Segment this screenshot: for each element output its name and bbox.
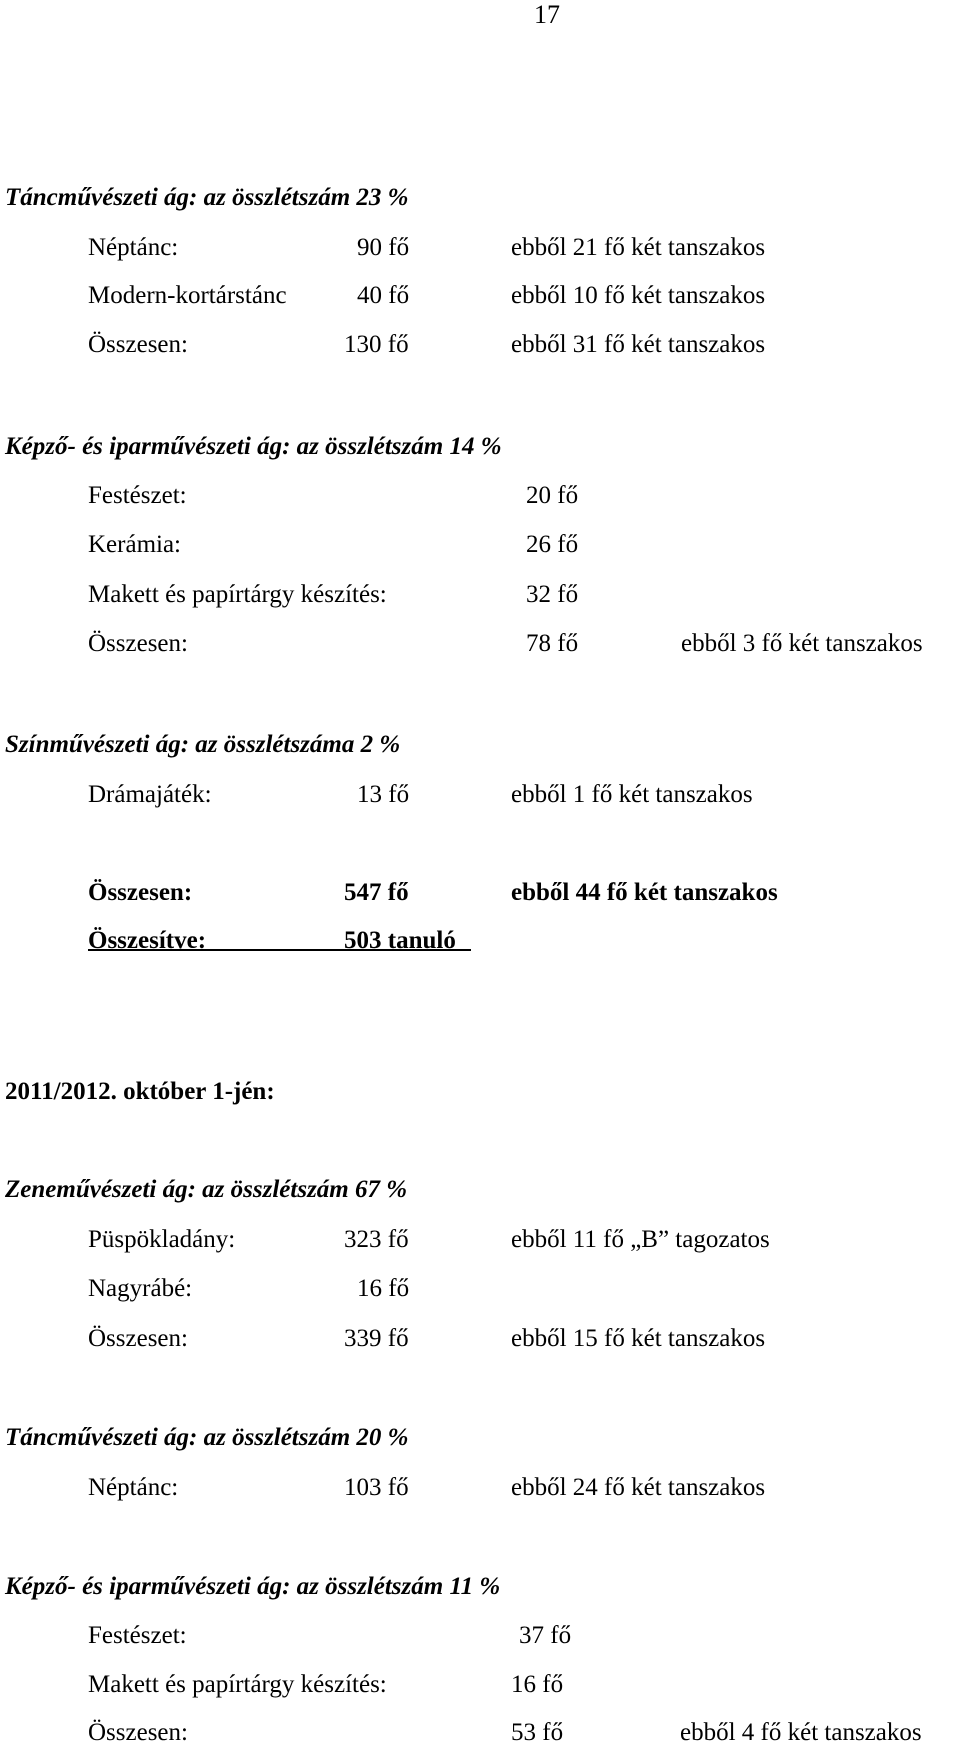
row-count: 20 fő: [526, 482, 579, 509]
row-count: 130 fő: [344, 331, 409, 358]
row-note: ebből 24 fő két tanszakos: [511, 1474, 766, 1501]
row-label: Drámajáték:: [88, 781, 212, 808]
row-label: Összesen:: [88, 331, 188, 358]
row-note: ebből 1 fő két tanszakos: [511, 781, 753, 808]
total-count: 547 fő: [344, 879, 409, 906]
row-label: Püspökladány:: [88, 1226, 236, 1253]
row-count: 26 fő: [526, 531, 579, 558]
row-label: Összesen:: [88, 630, 188, 657]
row-label: Kerámia:: [88, 531, 182, 558]
row-count: 90 fő: [357, 234, 410, 261]
page-number: 17: [534, 0, 560, 29]
section-heading-theatre: Színművészeti ág: az összlétszáma 2 %: [5, 731, 401, 758]
row-label: Összesen:: [88, 1719, 188, 1746]
row-note: ebből 21 fő két tanszakos: [511, 234, 766, 261]
row-note: ebből 15 fő két tanszakos: [511, 1325, 766, 1352]
row-count: 37 fő: [519, 1622, 572, 1649]
section-heading-dance-1: Táncművészeti ág: az összlétszám 23 %: [5, 184, 409, 211]
total-label: Összesen:: [88, 879, 193, 906]
row-count: 16 fő: [511, 1671, 564, 1698]
row-count: 16 fő: [357, 1275, 410, 1302]
row-note: ebből 3 fő két tanszakos: [681, 630, 923, 657]
row-count: 40 fő: [357, 282, 410, 309]
row-count: 13 fő: [357, 781, 410, 808]
row-label: Összesen:: [88, 1325, 188, 1352]
row-count: 339 fő: [344, 1325, 409, 1352]
period-heading: 2011/2012. október 1-jén:: [5, 1078, 275, 1105]
row-label: Néptánc:: [88, 234, 179, 261]
row-count: 323 fő: [344, 1226, 409, 1253]
section-heading-dance-2: Táncművészeti ág: az összlétszám 20 %: [5, 1424, 409, 1451]
row-label: Néptánc:: [88, 1474, 179, 1501]
row-note: ebből 4 fő két tanszakos: [680, 1719, 922, 1746]
row-note: ebből 31 fő két tanszakos: [511, 331, 766, 358]
row-count: 103 fő: [344, 1474, 409, 1501]
section-heading-fine-arts-1: Képző- és iparművészeti ág: az összlétszám 14 %: [5, 433, 502, 460]
summary-count: 503 tanuló: [344, 927, 456, 954]
section-heading-fine-arts-2: Képző- és iparművészeti ág: az összlétszám 11 %: [5, 1573, 501, 1600]
row-note: ebből 10 fő két tanszakos: [511, 282, 766, 309]
total-note: ebből 44 fő két tanszakos: [511, 879, 778, 906]
row-label: Festészet:: [88, 1622, 187, 1649]
summary-underline: [88, 949, 471, 951]
row-label: Makett és papírtárgy készítés:: [88, 581, 387, 608]
row-label: Festészet:: [88, 482, 187, 509]
row-note: ebből 11 fő „B” tagozatos: [511, 1226, 770, 1253]
section-heading-music: Zeneművészeti ág: az összlétszám 67 %: [5, 1176, 408, 1203]
row-count: 78 fő: [526, 630, 579, 657]
row-count: 53 fő: [511, 1719, 564, 1746]
row-label: Makett és papírtárgy készítés:: [88, 1671, 387, 1698]
row-label: Modern-kortárstánc: [88, 282, 287, 309]
row-count: 32 fő: [526, 581, 579, 608]
row-label: Nagyrábé:: [88, 1275, 193, 1302]
summary-label: Összesítve:: [88, 927, 207, 954]
